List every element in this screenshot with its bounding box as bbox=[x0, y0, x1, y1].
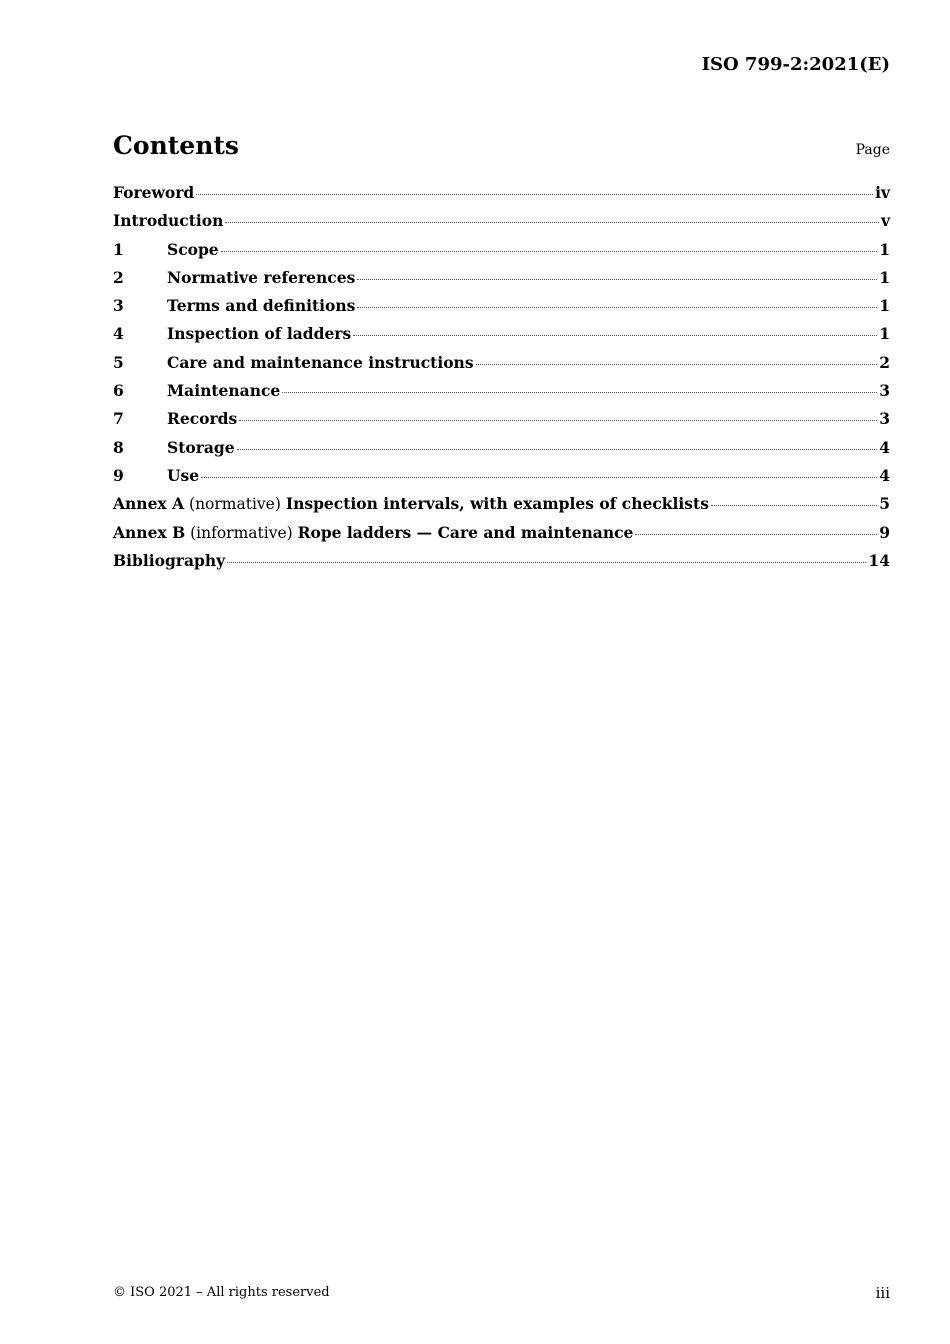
dot-leader bbox=[227, 562, 866, 563]
toc-entry-title: Bibliography bbox=[113, 550, 226, 570]
dot-leader bbox=[635, 534, 877, 535]
dot-leader bbox=[225, 222, 879, 223]
dot-leader bbox=[357, 307, 877, 308]
dot-leader bbox=[221, 251, 878, 252]
toc-entry-title: Records bbox=[167, 409, 238, 429]
dot-leader bbox=[239, 420, 877, 421]
toc-entry-clause-1[interactable] bbox=[113, 240, 890, 268]
dot-leader bbox=[282, 392, 877, 393]
toc-entry-title: Introduction bbox=[113, 211, 224, 231]
toc-page-number: 3 bbox=[879, 381, 890, 401]
toc-clause-number: 3 bbox=[113, 296, 124, 316]
toc-entry-title: Care and maintenance instructions bbox=[167, 352, 474, 372]
toc-clause-number: 6 bbox=[113, 381, 124, 401]
toc-entry-title: Storage bbox=[167, 437, 235, 457]
toc-clause-number: 2 bbox=[113, 267, 124, 287]
toc-page-number: 4 bbox=[879, 465, 890, 485]
toc-clause-number: 5 bbox=[113, 352, 124, 372]
toc-entry-clause-3[interactable] bbox=[113, 296, 890, 324]
toc-clause-number: 8 bbox=[113, 437, 124, 457]
toc-page-number: 4 bbox=[879, 437, 890, 457]
toc-entry-introduction[interactable] bbox=[113, 211, 890, 239]
toc-page-number: 2 bbox=[879, 352, 890, 372]
annex-label: Annex A bbox=[113, 494, 185, 514]
toc-page-number: 1 bbox=[879, 324, 890, 344]
page-column-label: Page bbox=[855, 142, 890, 158]
toc-entry-title: Inspection of ladders bbox=[167, 324, 352, 344]
annex-qualifier: (informative) bbox=[185, 523, 298, 542]
toc-clause-number: 9 bbox=[113, 465, 124, 485]
toc-page-number: 1 bbox=[879, 267, 890, 287]
toc-entry-bibliography[interactable] bbox=[113, 551, 890, 579]
annex-label: Annex B bbox=[113, 522, 186, 542]
dot-leader bbox=[476, 364, 878, 365]
page-number: iii bbox=[875, 1284, 890, 1302]
toc-page-number: 1 bbox=[879, 239, 890, 259]
dot-leader bbox=[237, 449, 878, 450]
table-of-contents bbox=[113, 183, 890, 579]
toc-entry-foreword[interactable] bbox=[113, 183, 890, 211]
toc-entry-clause-9[interactable] bbox=[113, 466, 890, 494]
toc-clause-number: 7 bbox=[113, 409, 124, 429]
toc-entry-title: Use bbox=[167, 465, 200, 485]
toc-entry-title: Foreword bbox=[113, 183, 195, 202]
toc-entry-clause-2[interactable] bbox=[113, 268, 890, 296]
toc-entry-clause-6[interactable] bbox=[113, 381, 890, 409]
toc-page-number: 5 bbox=[879, 494, 890, 514]
copyright-notice: © ISO 2021 – All rights reserved bbox=[113, 1285, 330, 1300]
toc-entry-clause-5[interactable] bbox=[113, 353, 890, 381]
toc-entry-clause-8[interactable] bbox=[113, 438, 890, 466]
toc-page-number: 14 bbox=[868, 550, 890, 570]
toc-page-number: iv bbox=[875, 183, 890, 202]
toc-page-number: 9 bbox=[879, 522, 890, 542]
toc-entry-annex-a[interactable] bbox=[113, 494, 890, 522]
annex-qualifier: (normative) bbox=[184, 495, 286, 514]
toc-clause-number: 1 bbox=[113, 239, 124, 259]
toc-entry-title: Scope bbox=[167, 239, 219, 259]
toc-entry-clause-4[interactable] bbox=[113, 324, 890, 352]
dot-leader bbox=[201, 477, 877, 478]
dot-leader bbox=[711, 505, 877, 506]
toc-entry-annex-b[interactable] bbox=[113, 523, 890, 551]
page-title: Contents bbox=[113, 131, 240, 160]
toc-entry-title: Rope ladders — Care and maintenance bbox=[297, 522, 634, 542]
dot-leader bbox=[196, 194, 873, 195]
toc-entry-clause-7[interactable] bbox=[113, 409, 890, 437]
dot-leader bbox=[357, 279, 877, 280]
toc-entry-title: Maintenance bbox=[167, 381, 281, 401]
document-id: ISO 799-2:2021(E) bbox=[701, 54, 890, 75]
toc-clause-number: 4 bbox=[113, 324, 124, 344]
dot-leader bbox=[353, 335, 877, 336]
toc-page-number: 1 bbox=[879, 296, 890, 316]
toc-entry-title: Terms and definitions bbox=[167, 296, 356, 316]
toc-entry-title: Inspection intervals, with examples of checklists bbox=[285, 494, 709, 514]
toc-page-number: v bbox=[880, 211, 890, 231]
toc-entry-title: Normative references bbox=[167, 267, 356, 287]
toc-page-number: 3 bbox=[879, 409, 890, 429]
